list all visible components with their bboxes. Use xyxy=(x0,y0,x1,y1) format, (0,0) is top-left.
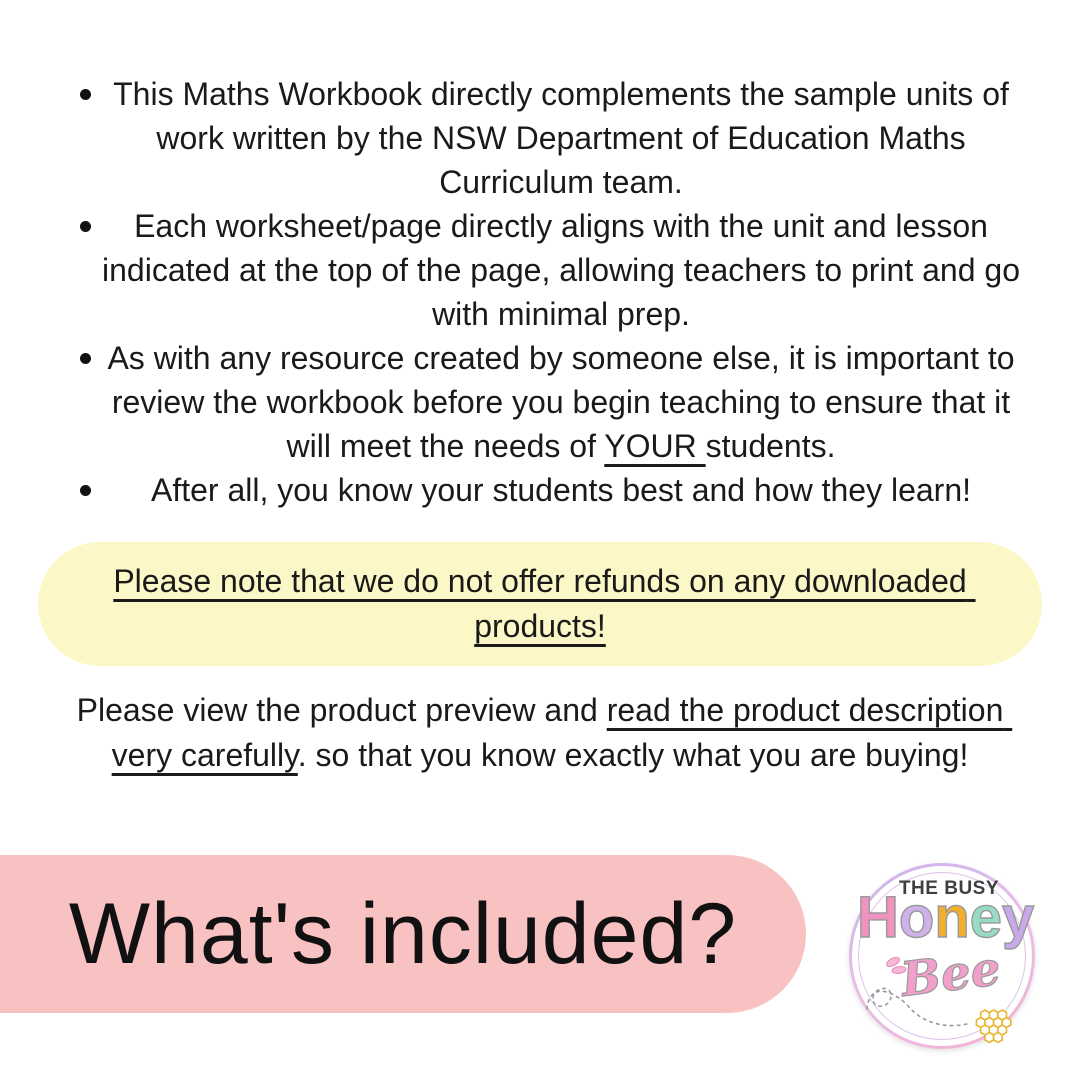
bullet-item-4 xyxy=(58,468,1022,512)
info-bullet-list xyxy=(58,72,1022,512)
bullet-dot xyxy=(80,353,91,364)
preview-note-text: Please view the product preview and xyxy=(76,692,607,728)
logo-top-text: THE BUSY xyxy=(898,878,1000,899)
bullet-dot xyxy=(80,89,91,100)
logo-honey-letter: y xyxy=(1002,885,1035,950)
banner-title: What's included? xyxy=(68,885,738,982)
bullet-item-3 xyxy=(58,336,1022,468)
bullet-text: After all, you know your students best and how they learn! xyxy=(150,472,971,508)
preview-note-underlined: read the product description very carefully xyxy=(111,692,1013,773)
logo-honey-letter: e xyxy=(969,885,1003,950)
logo-honey-letter: H xyxy=(857,885,899,950)
refund-note-box xyxy=(38,542,1042,666)
busy-honey-bee-logo xyxy=(849,863,1035,1049)
honeycomb-icon xyxy=(973,1009,1015,1045)
logo-honey-letter: n xyxy=(934,885,970,950)
bullet-item-1 xyxy=(58,72,1022,204)
bullet-dot xyxy=(80,221,91,232)
whats-included-banner xyxy=(0,855,806,1013)
bee-flight-trail-icon xyxy=(857,975,975,1033)
bullet-dot xyxy=(80,485,91,496)
bullet-text: As with any resource created by someone else, it is important to review the workbook before you begin teaching to ensure that it will meet the needs of xyxy=(107,340,1015,464)
bullet-text: This Maths Workbook directly complements the sample units of work written by the NSW Department of Education Maths Curriculum team. xyxy=(113,76,1009,200)
bullet-text: students. xyxy=(705,428,836,464)
bullet-text: Each worksheet/page directly aligns with the unit and lesson indicated at the top of the page, allowing teachers to print and go with minimal prep. xyxy=(102,208,1020,332)
bullet-item-2 xyxy=(58,204,1022,336)
refund-note-text: Please note that we do not offer refunds on any downloaded products! xyxy=(113,563,976,644)
logo-bee-word: Bee xyxy=(898,941,1004,1008)
preview-note-text: . so that you know exactly what you are buying! xyxy=(297,737,969,773)
logo-honey-letter: o xyxy=(898,885,935,950)
bullet-text-underlined: YOUR xyxy=(604,428,706,464)
preview-note xyxy=(50,688,1030,778)
